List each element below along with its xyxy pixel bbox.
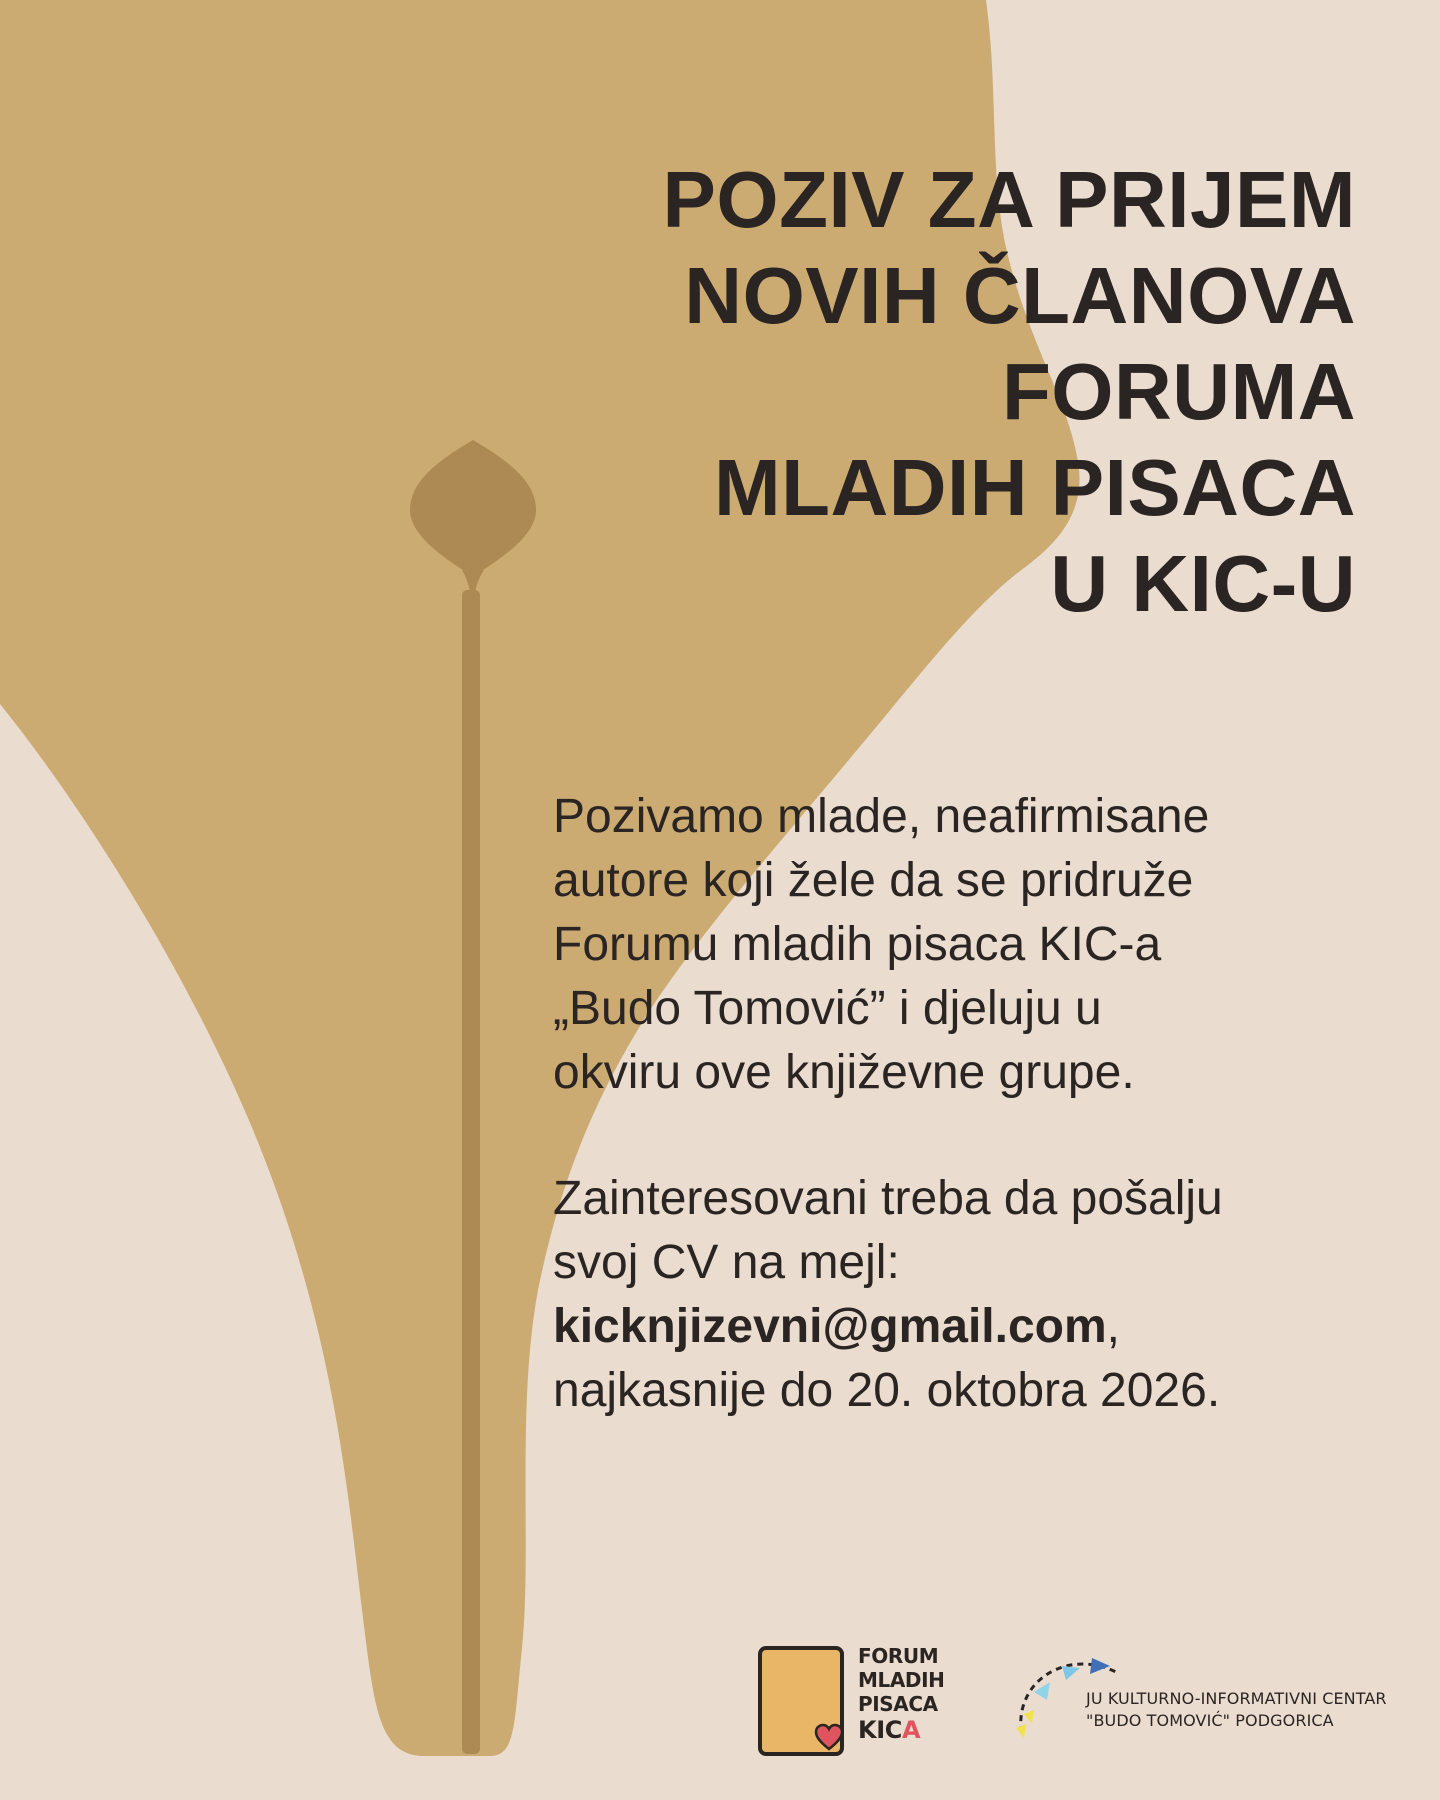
email-line (553, 1295, 1388, 1359)
forum-logo-kic: KIC (858, 1716, 902, 1744)
headline-line-2: NOVIH ČLANOVA (684, 250, 1356, 340)
invitation-paragraph (553, 785, 1388, 1105)
forum-logo-text (858, 1644, 946, 1744)
forum-logo-accent: A (901, 1716, 921, 1744)
application-line-2: svoj CV na mejl: (553, 1236, 900, 1289)
invitation-line-1: Pozivamo mlade, neafirmisane (553, 790, 1210, 843)
contact-email-link[interactable]: kicknjizevni@gmail.com (553, 1300, 1107, 1353)
forum-logo-line-2: MLADIH (858, 1668, 945, 1692)
body-copy (553, 785, 1388, 1423)
kic-logo-text (1086, 1688, 1390, 1732)
headline-line-1: POZIV ZA PRIJEM (662, 154, 1356, 244)
headline-line-4: MLADIH PISACA (713, 442, 1356, 532)
page-title (456, 152, 1356, 632)
invitation-line-2: autore koji žele da se pridruže (553, 854, 1194, 907)
deadline-line: najkasnije do 20. oktobra 2026. (553, 1364, 1221, 1417)
kic-logo-line-1: JU KULTURNO-INFORMATIVNI CENTAR (1086, 1689, 1387, 1708)
kic-logo-line-2: "BUDO TOMOVIĆ" PODGORICA (1086, 1711, 1334, 1730)
nib-slit (462, 590, 480, 1754)
invitation-line-4: „Budo Tomović” i djeluju u (553, 982, 1102, 1035)
forum-logo-line-1: FORUM (858, 1644, 939, 1668)
forum-mladih-pisaca-logo (758, 1642, 946, 1762)
headline-line-5: U KIC-U (1050, 538, 1356, 628)
forum-logo-line-4 (858, 1716, 946, 1744)
forum-logo-line-3: PISACA (858, 1692, 938, 1716)
email-suffix: , (1106, 1300, 1121, 1353)
paragraph-gap (553, 1105, 1388, 1167)
headline-line-3: FORUMA (1001, 346, 1356, 436)
application-paragraph (553, 1167, 1388, 1423)
invitation-line-3: Forumu mladih pisaca KIC-a (553, 918, 1162, 971)
invitation-line-5: okviru ove književne grupe. (553, 1046, 1135, 1099)
kic-logo (1012, 1652, 1392, 1742)
heart-icon (814, 1722, 844, 1752)
application-line-1: Zainteresovani treba da pošalju (553, 1172, 1223, 1225)
